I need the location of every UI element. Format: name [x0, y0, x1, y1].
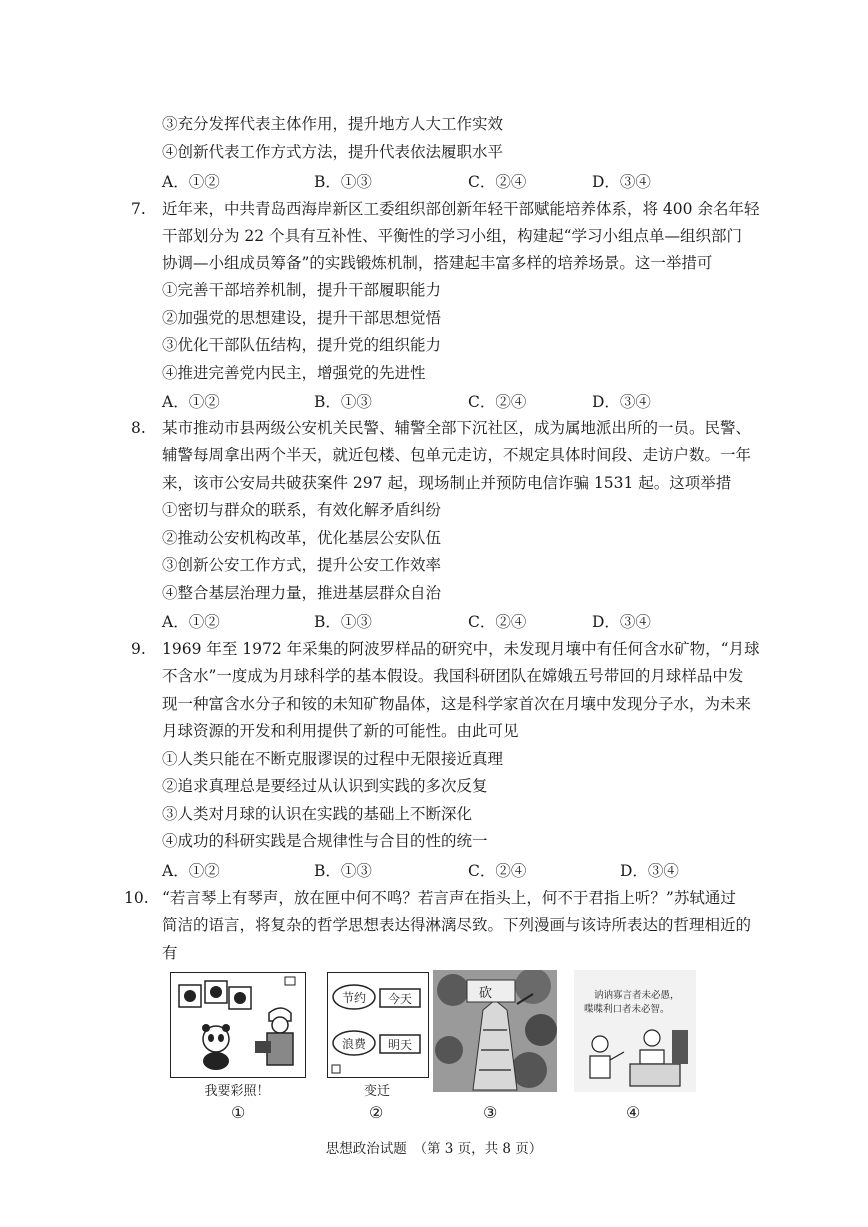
cartoon-2-illustration [328, 973, 428, 1077]
q9-stem-1: 1969 年至 1972 年采集的阿波罗样品的研究中，未发现月壤中有任何含水矿物，“月球 [162, 640, 760, 658]
q9-item-3: ③人类对月球的认识在实践的基础上不断深化 [162, 805, 473, 823]
cartoon-3-marker[interactable]: ③ [483, 1103, 498, 1122]
page-footer: 思想政治试题 （第 3 页，共 8 页） [325, 1141, 543, 1157]
cartoon-4-quote-2: 喋喋利口者未必智。 [584, 1004, 670, 1015]
cartoon-1-caption: 我要彩照！ [204, 1084, 270, 1099]
q7-item-3: ③优化干部队伍结构，提升党的组织能力 [162, 336, 442, 354]
cartoon-1-illustration [171, 973, 305, 1077]
option-c[interactable]: C．②④ [468, 862, 527, 880]
cartoon-4-illustration [574, 970, 696, 1092]
option-b[interactable]: B．①③ [314, 393, 372, 411]
q7-stem-1: 近年来，中共青岛西海岸新区工委组织部创新年轻干部赋能培养体系，将 400 余名年轻 [162, 200, 760, 218]
cartoon-3-illustration [433, 970, 557, 1092]
cartoon-2-label-3: 浪费 [341, 1037, 367, 1051]
q10-stem-2: 简洁的语言，将复杂的哲学思想表达得淋漓尽致。下列漫画与该诗所表达的哲理相近的 [162, 916, 752, 934]
option-c[interactable]: C．②④ [468, 173, 527, 191]
q9-stem-3: 现一种富含水分子和铵的未知矿物晶体，这是科学家首次在月壤中发现分子水，为未来 [162, 695, 752, 713]
q7-item-1: ①完善干部培养机制，提升干部履职能力 [162, 281, 442, 299]
q9-stem-4: 月球资源的开发和利用提供了新的可能性。由此可见 [162, 722, 519, 740]
q9-item-1: ①人类只能在不断克服谬误的过程中无限接近真理 [162, 750, 504, 768]
q8-number: 8. [131, 419, 146, 437]
q8-item-4: ④整合基层治理力量，推进基层群众自治 [162, 584, 442, 602]
option-a[interactable]: A．①② [162, 862, 220, 880]
q7-item-2: ②加强党的思想建设，提升干部思想觉悟 [162, 309, 442, 327]
q8-stem-3: 来，该市公安局共破获案件 297 起，现场制止并预防电信诈骗 1531 起。这项举措 [162, 474, 732, 492]
cartoon-2-label-4: 明天 [387, 1038, 413, 1052]
cartoon-2 [327, 972, 429, 1078]
option-a[interactable]: A．①② [162, 613, 220, 631]
cartoon-2-caption: 变迁 [363, 1084, 390, 1099]
q9-item-4: ④成功的科研实践是合规律性与合目的性的统一 [162, 832, 488, 850]
cartoon-1-marker[interactable]: ① [231, 1103, 246, 1122]
option-c[interactable]: C．②④ [468, 393, 527, 411]
q6-options [162, 170, 762, 190]
q8-item-2: ②推动公安机构改革，优化基层公安队伍 [162, 529, 442, 547]
q7-options [162, 390, 762, 410]
option-b[interactable]: B．①③ [314, 862, 372, 880]
q10-stem-1: “若言琴上有琴声，放在匣中何不鸣？若言声在指头上，何不于君指上听？”苏轼通过 [162, 889, 736, 907]
cartoon-1 [170, 972, 306, 1078]
q6-item-4: ④创新代表工作方式方法，提升代表依法履职水平 [162, 143, 504, 161]
option-c[interactable]: C．②④ [468, 613, 527, 631]
cartoon-4 [574, 970, 696, 1092]
q9-number: 9. [131, 640, 146, 658]
q10-number: 10. [124, 889, 149, 907]
q7-stem-3: 协调—小组成员筹备”的实践锻炼机制，搭建起丰富多样的培养场景。这一举措可 [162, 254, 713, 272]
q8-options [162, 610, 762, 630]
q9-item-2: ②追求真理总是要经过从认识到实践的多次反复 [162, 777, 488, 795]
cartoon-2-marker[interactable]: ② [369, 1103, 384, 1122]
q8-stem-2: 辅警每周拿出两个半天，就近包楼、包单元走访，不规定具体时间段、走访户数。一年 [162, 446, 752, 464]
option-d[interactable]: D．③④ [592, 613, 651, 631]
q10-stem-3: 有 [162, 944, 178, 962]
q7-stem-2: 干部划分为 22 个具有互补性、平衡性的学习小组，构建起“学习小组点单—组织部门 [162, 227, 743, 245]
q7-item-4: ④推进完善党内民主，增强党的先进性 [162, 364, 426, 382]
q6-item-3: ③充分发挥代表主体作用，提升地方人大工作实效 [162, 115, 504, 133]
q8-item-3: ③创新公安工作方式，提升公安工作效率 [162, 556, 442, 574]
option-d[interactable]: D．③④ [620, 862, 679, 880]
option-d[interactable]: D．③④ [592, 173, 651, 191]
q9-stem-2: 不含水”一度成为月球科学的基本假设。我国科研团队在嫦娥五号带回的月球样品中发 [162, 667, 744, 685]
q9-options [162, 859, 762, 879]
q7-number: 7. [131, 200, 146, 218]
option-a[interactable]: A．①② [162, 393, 220, 411]
cartoon-2-label-1: 节约 [341, 991, 367, 1005]
option-a[interactable]: A．①② [162, 173, 220, 191]
q8-stem-1: 某市推动市县两级公安机关民警、辅警全部下沉社区，成为属地派出所的一员。民警、 [162, 419, 752, 437]
option-d[interactable]: D．③④ [592, 393, 651, 411]
cartoon-4-quote-1: 讷讷寡言者未必愚， [594, 990, 680, 1001]
q8-item-1: ①密切与群众的联系，有效化解矛盾纠纷 [162, 501, 442, 519]
cartoon-2-label-2: 今天 [387, 992, 413, 1006]
cartoon-4-marker[interactable]: ④ [626, 1103, 641, 1122]
cartoon-3 [433, 970, 557, 1092]
cartoon-3-label: 砍 [479, 986, 493, 1001]
option-b[interactable]: B．①③ [314, 173, 372, 191]
option-b[interactable]: B．①③ [314, 613, 372, 631]
